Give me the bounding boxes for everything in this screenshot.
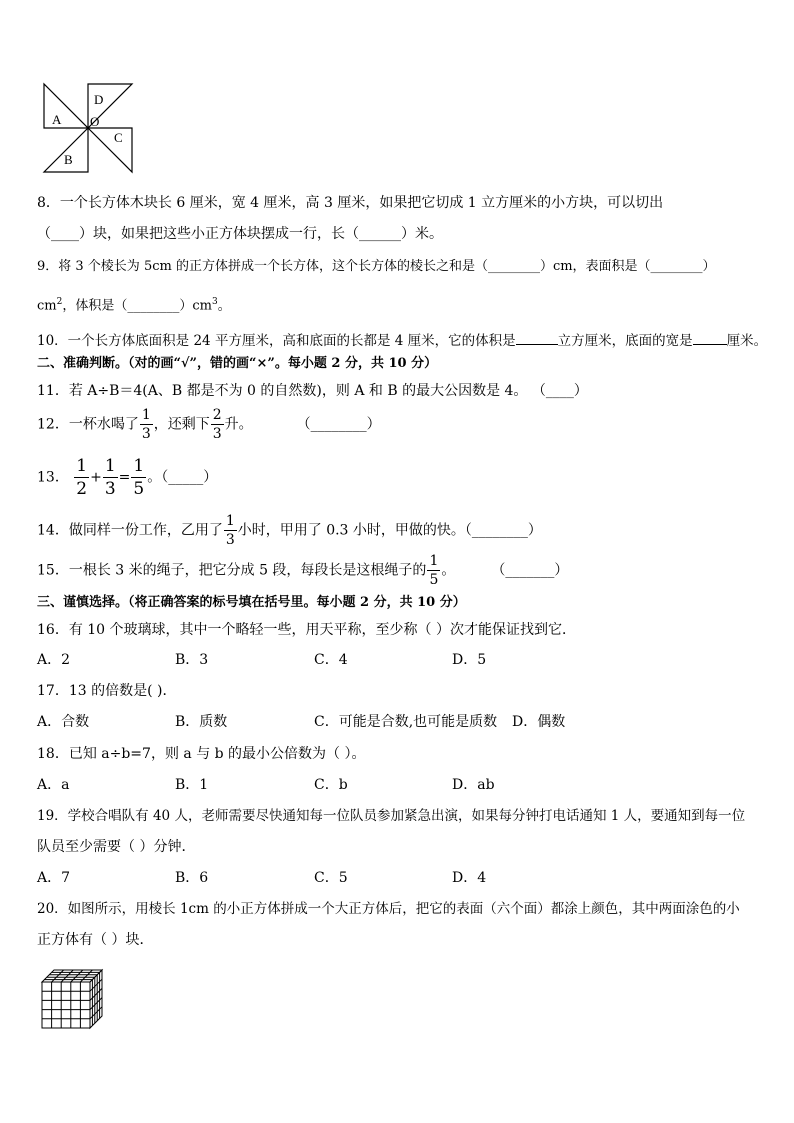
q20-line2: 正方体有（ ）块．: [37, 932, 154, 948]
fraction: $\frac{1}{3}$: [225, 513, 235, 548]
fraction: $\frac{1}{3}$: [141, 407, 151, 442]
pinwheel-figure: [40, 82, 136, 174]
q10-blank2[interactable]: [693, 330, 727, 345]
q19-option-c[interactable]: C．5: [314, 870, 348, 886]
q16-option-a[interactable]: A．2: [37, 652, 71, 668]
fraction: $\frac{1}{2}$: [76, 456, 88, 499]
cube-figure: [40, 968, 104, 1030]
q9-line1: 9．将 3 个棱长为 5cm 的正方体拼成一个长方体，这个长方体的棱长之和是（________）cm，表面积是（________）: [37, 259, 716, 274]
q15-line: 15．一根长 3 米的绳子，把它分成 5 段，每段长是这根绳子的 $\frac{1}{5}$ 。 （_______）: [37, 553, 569, 588]
label-D: D: [94, 92, 104, 107]
q18-option-a[interactable]: A．a: [37, 777, 70, 793]
q18-option-c[interactable]: C．b: [314, 777, 348, 793]
fraction: $\frac{1}{5}$: [133, 456, 145, 499]
q10-line: 10．一个长方体底面积是 24 平方厘米，高和底面的长都是 4 厘米，它的体积是 立方厘米，底面的宽是 厘米。: [37, 330, 767, 351]
q13-line: 13． $\frac{1}{2}$ + $\frac{1}{3}$ = $\frac{1}{5}$ 。（_____）: [37, 456, 218, 499]
q17-option-c[interactable]: C．可能是合数,也可能是质数: [314, 714, 498, 730]
fraction: $\frac{1}{5}$: [429, 553, 439, 588]
q17-option-a[interactable]: A．合数: [37, 714, 90, 730]
q17-option-b[interactable]: B．质数: [175, 714, 228, 730]
label-B: B: [64, 152, 73, 167]
q19-option-a[interactable]: A．7: [37, 870, 71, 886]
q10-blank1[interactable]: [516, 330, 558, 345]
q16-option-c[interactable]: C．4: [314, 652, 348, 668]
q11-line: 11．若 A÷B＝4(A、B 都是不为 0 的自然数)，则 A 和 B 的最大公因数是 4。 （____）: [37, 383, 588, 399]
q18-option-d[interactable]: D．ab: [452, 777, 495, 793]
q16-stem: 16．有 10 个玻璃球，其中一个略轻一些，用天平称，至少称（ ）次才能保证找到它．: [37, 622, 576, 638]
q19-line1: 19．学校合唱队有 40 人，老师需要尽快通知每一位队员参加紧急出演，如果每分钟打电话通知 1 人，要通知到每一位: [37, 808, 746, 824]
q17-option-d[interactable]: D．偶数: [512, 714, 566, 730]
label-O: O: [90, 114, 100, 129]
q20-line1: 20．如图所示，用棱长 1cm 的小正方体拼成一个大正方体后，把它的表面（六个面）都涂上颜色，其中两面涂色的小: [37, 901, 740, 917]
q8-line1: 8．一个长方体木块长 6 厘米，宽 4 厘米，高 3 厘米，如果把它切成 1 立方厘米的小方块，可以切出: [37, 195, 664, 211]
fraction: $\frac{2}{3}$: [212, 407, 222, 442]
q8-line2: （____）块，如果把这些小正方体块摆成一行，长（______）米。: [37, 226, 443, 242]
q19-option-b[interactable]: B．6: [175, 870, 209, 886]
q18-stem: 18．已知 a÷b=7，则 a 与 b 的最小公倍数为（ ）。: [37, 746, 366, 762]
section2-heading: 二、准确判断。（对的画“√”，错的画“×”。每小题 2 分，共 10 分）: [37, 356, 438, 371]
label-A: A: [52, 112, 62, 127]
q19-line2: 队员至少需要（ ）分钟．: [37, 839, 196, 855]
q16-option-b[interactable]: B．3: [175, 652, 209, 668]
q14-line: 14．做同样一份工作，乙用了 $\frac{1}{3}$ 小时，甲用了 0.3 小时，甲做的快。（________）: [37, 513, 542, 548]
q18-option-b[interactable]: B．1: [175, 777, 209, 793]
section3-heading: 三、谨慎选择。（将正确答案的标号填在括号里。每小题 2 分，共 10 分）: [37, 595, 466, 610]
label-C: C: [114, 130, 123, 145]
q17-stem: 17．13 的倍数是( )．: [37, 683, 177, 699]
q9-line2: $cm^2$，体积是$(\_\_\_\_\_\_\_\_)cm^3$。: [37, 297, 231, 314]
q12-line: 12．一杯水喝了 $\frac{1}{3}$ ，还剩下 $\frac{2}{3}$ 升。 （________）: [37, 407, 381, 442]
q19-option-d[interactable]: D．4: [452, 870, 487, 886]
q16-option-d[interactable]: D．5: [452, 652, 487, 668]
fraction: $\frac{1}{3}$: [104, 456, 116, 499]
